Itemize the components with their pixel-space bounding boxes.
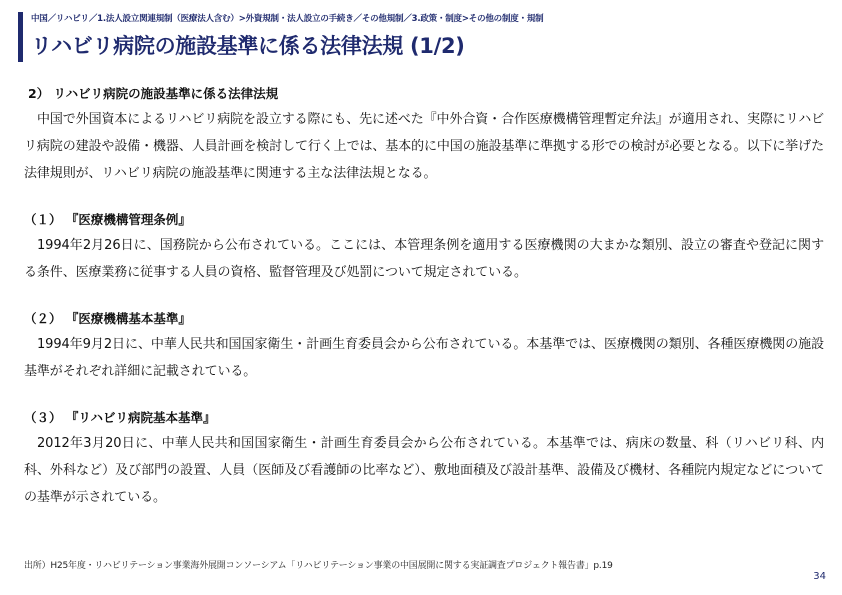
regulation-heading: （２） 『医療機構基本基準』 <box>24 311 191 326</box>
title-accent-bar <box>18 12 23 62</box>
regulation-body: 1994年9月2日に、中華人民共和国国家衛生・計画生育委員会から公布されている。本基準では、医療機関の類別、各種医療機関の施設基準がそれぞれ詳細に記載されている。 <box>24 337 824 379</box>
regulation-body: 1994年2月26日に、国務院から公布されている。ここには、本管理条例を適用する医療機関の大まかな類別、設立の審査や登記に関する条件、医療業務に従事する人員の資格、監督管理及び処罰について規定されている。 <box>24 238 824 280</box>
regulation-item-2 <box>24 307 824 385</box>
intro-paragraph: 中国で外国資本によるリハビリ病院を設立する際にも、先に述べた『中外合資・合作医療機構管理暫定弁法』が適用され、実際にリハビリ病院の建設や設備・機器、人員計画を検討して行く上では、基本的に中国の施設基準に準拠する形での検討が必要となる。以下に挙げた法律規則が、リハビリ病院の施設基準に関連する主な法律法規となる。 <box>24 112 824 181</box>
regulation-body: 2012年3月20日に、中華人民共和国国家衛生・計画生育委員会から公布されている。本基準では、病床の数量、科（リハビリ科、内科、外科など）及び部門の設置、人員（医師及び看護師の比率など）、敷地面積及び設計基準、設備及び機材、各種院内規定などについての基準が示されている。 <box>24 436 824 505</box>
section-heading: 2） リハビリ病院の施設基準に係る法律法規 <box>28 86 279 101</box>
page-title: リハビリ病院の施設基準に係る法律法規 (1/2) <box>31 34 465 58</box>
regulation-heading: （１） 『医療機構管理条例』 <box>24 212 191 227</box>
main-content <box>24 82 824 511</box>
page-number: 34 <box>813 571 826 582</box>
regulation-item-3 <box>24 406 824 511</box>
breadcrumb: 中国／リハビリ／1.法人設立関連規制（医療法人含む）>外資規制・法人設立の手続き／その他規制／3.政策・制度>その他の制度・規制 <box>31 14 544 24</box>
source-footnote: 出所）H25年度・リハビリテーション事業海外展開コンソーシアム「リハビリテーション事業の中国展開に関する実証調査プロジェクト報告書」p.19 <box>24 561 613 571</box>
regulation-heading: （３） 『リハビリ病院基本基準』 <box>24 410 216 425</box>
regulation-item-1 <box>24 208 824 286</box>
